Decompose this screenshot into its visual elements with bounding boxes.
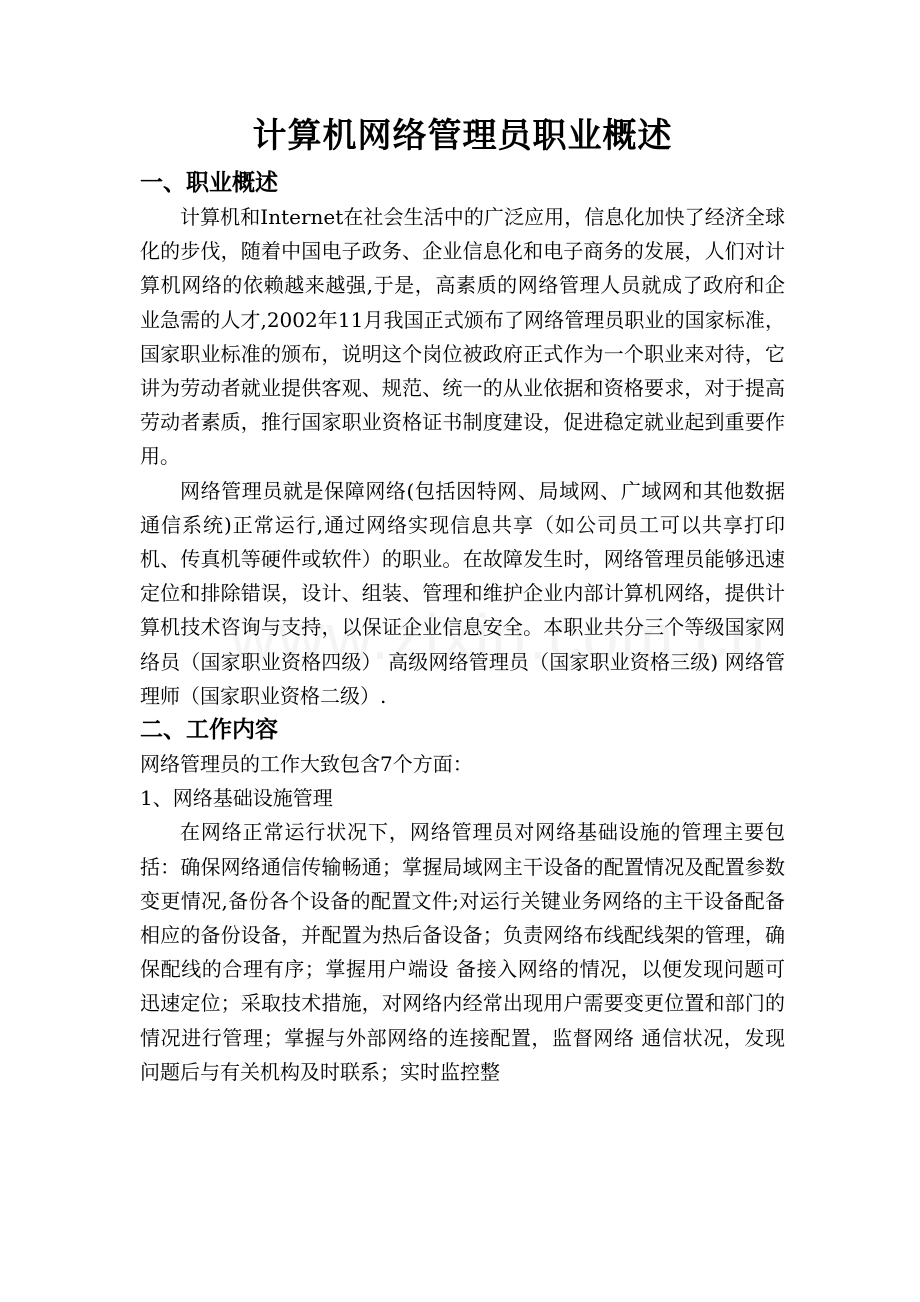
subheading-infrastructure: 1、网络基础设施管理 <box>140 786 333 811</box>
work-content-intro: 网络管理员的工作大致包含7个方面： <box>140 752 473 777</box>
document-page <box>140 110 785 1089</box>
paragraph-infrastructure: 在网络正常运行状况下，网络管理员对网络基础设施的管理主要包括：确保网络通信传输畅通；掌握局域网主干设备的配置情况及配置参数变更情况,备份各个设备的配置文件;对运行关键业务网络的主干设备配备相应的备份设备，并配置为热后备设备；负责网络布线配线架的管理，确保配线的合理有序；掌握用户端设 备接入网络的情况，以便发现问题可迅速定位；采取技术措施，对网络内经常出现用户需要变更位置和部门的情况进行管理；掌握与外部网络的连接配置，监督网络 通信状况，发现问题后与有关机构及时联系；实时监控整 <box>140 820 785 1084</box>
section-heading-work-content: 二、工作内容 <box>140 716 278 744</box>
paragraph-overview-2: 网络管理员就是保障网络(包括因特网、局域网、广域网和其他数据通信系统)正常运行,通过网络实现信息共享（如公司员工可以共享打印机、传真机等硬件或软件）的职业。在故障发生时，网络管理员能够迅速定位和排除错误，设计、组装、管理和维护企业内部计算机网络，提供计算机技术咨询与支持，以保证企业信息安全。本职业共分三个等级国家网络员（国家职业资格四级） 高级网络管理员（国家职业资格三级) 网络管理师（国家职业资格二级）. <box>140 478 785 708</box>
paragraph-overview-1: 计算机和Internet在社会生活中的广泛应用，信息化加快了经济全球化的步伐，随着中国电子政务、企业信息化和电子商务的发展，人们对计算机网络的依赖越来越强,于是，高素质的网络管理人员就成了政府和企业急需的人才,2002年11月我国正式颁布了网络管理员职业的国家标准，国家职业标准的颁布，说明这个岗位被政府正式作为一个职业来对待，它讲为劳动者就业提供客观、规范、统一的从业依据和资格要求，对于提高劳动者素质，推行国家职业资格证书制度建设，促进稳定就业起到重要作用。 <box>140 205 785 469</box>
section-heading-overview: 一、职业概述 <box>140 169 278 196</box>
document-title: 计算机网络管理员职业概述 <box>252 116 673 156</box>
